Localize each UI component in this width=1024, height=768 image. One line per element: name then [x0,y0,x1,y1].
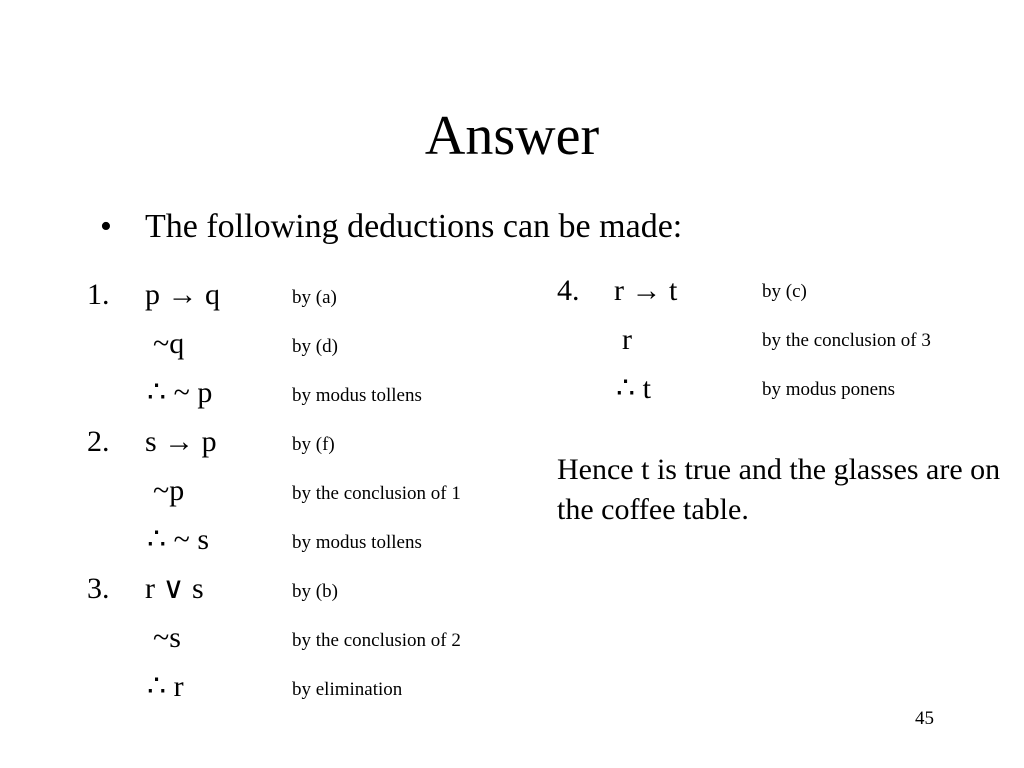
step-expression: ∴ ~ s [147,523,209,556]
step-expression: ~q [153,327,185,360]
step-expression: r ∨ s [145,572,204,605]
step-number: 1. [87,278,110,311]
step-number: 3. [87,572,110,605]
conclusion-text: Hence t is true and the glasses are on the coffee table. [557,453,1001,526]
step-justification: by modus tollens [292,385,422,406]
slide-title: Answer [424,105,600,167]
step-justification: by modus tollens [292,532,422,553]
step-number: 2. [87,425,110,458]
step-expression: p → q [145,278,220,311]
step-expression: ~p [153,474,185,507]
intro-line [100,205,682,249]
step-expression: s → p [145,425,217,458]
step-justification: by elimination [292,679,403,700]
step-justification: by the conclusion of 1 [292,483,461,504]
step-justification: by (c) [762,281,807,302]
step-justification: by the conclusion of 3 [762,330,931,351]
step-justification: by (d) [292,336,338,357]
step-expression: ∴ t [616,372,651,405]
step-justification: by (b) [292,581,338,602]
step-number: 4. [557,274,580,307]
step-expression: ∴ ~ p [147,376,213,409]
bullet-icon: • [100,208,112,245]
intro-text: The following deductions can be made: [145,208,683,245]
step-expression: ∴ r [147,670,184,703]
step-expression: ~s [153,621,181,654]
step-expression: r → t [614,274,678,307]
step-expression: r [622,323,632,356]
page-number: 45 [915,708,934,729]
step-justification: by the conclusion of 2 [292,630,461,651]
step-justification: by modus ponens [762,379,895,400]
step-justification: by (f) [292,434,335,455]
step-justification: by (a) [292,287,337,308]
